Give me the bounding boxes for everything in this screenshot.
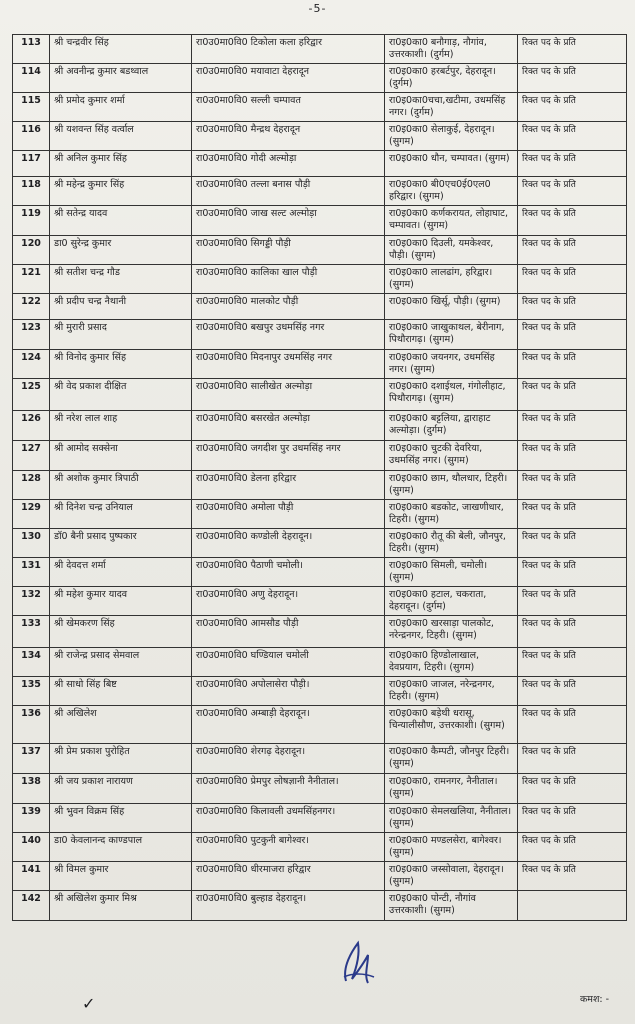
- table-row: [13, 122, 627, 151]
- table-row: [13, 500, 627, 529]
- transfer-school-cell: रा0इ0का0 खिर्सू, पौड़ी। (सुगम): [385, 294, 518, 320]
- remark-cell: रिक्त पद के प्रति: [518, 862, 627, 891]
- serial-number-cell: 134: [13, 648, 50, 677]
- remark-cell: रिक्त पद के प्रति: [518, 744, 627, 774]
- remark-cell: रिक्त पद के प्रति: [518, 558, 627, 587]
- signature-icon: [338, 937, 378, 989]
- serial-number-cell: 114: [13, 64, 50, 93]
- serial-number-cell: 113: [13, 35, 50, 64]
- current-school-cell: रा0उ0मा0वि0 मिदनापुर उधमसिंह नगर: [192, 350, 385, 379]
- current-school-cell: रा0उ0मा0वि0 अणु देहरादून।: [192, 587, 385, 616]
- serial-number-cell: 127: [13, 441, 50, 471]
- transfer-table: [12, 34, 627, 921]
- serial-number-cell: 117: [13, 151, 50, 177]
- table-row: [13, 93, 627, 122]
- current-school-cell: रा0उ0मा0वि0 तल्ला बनास पौड़ी: [192, 177, 385, 206]
- serial-number-cell: 136: [13, 706, 50, 744]
- employee-name-cell: डॉ0 बैनी प्रसाद पुष्पकार: [50, 529, 192, 558]
- current-school-cell: रा0उ0मा0वि0 प्रेमपुर लोषज्ञानी नैनीताल।: [192, 774, 385, 804]
- current-school-cell: रा0उ0मा0वि0 धीरमाजरा हरिद्वार: [192, 862, 385, 891]
- remark-cell: रिक्त पद के प्रति: [518, 500, 627, 529]
- serial-number-cell: 120: [13, 236, 50, 265]
- serial-number-cell: 137: [13, 744, 50, 774]
- remark-cell: रिक्त पद के प्रति: [518, 350, 627, 379]
- transfer-school-cell: रा0इ0का0 छाम, थौलधार, टिहरी। (सुगम): [385, 471, 518, 500]
- transfer-school-cell: रा0इ0का0 पोन्टी, नौगांव उत्तरकाशी। (सुगम): [385, 891, 518, 921]
- serial-number-cell: 121: [13, 265, 50, 294]
- current-school-cell: रा0उ0मा0वि0 जगदीश पुर उधमसिंह नगर: [192, 441, 385, 471]
- employee-name-cell: श्री खेमकरण सिंह: [50, 616, 192, 648]
- transfer-school-cell: रा0इ0का0 कर्णकरायत, लोहाघाट, चम्पावत। (सुगम): [385, 206, 518, 236]
- transfer-school-cell: रा0इ0का0 सिमली, चमोली। (सुगम): [385, 558, 518, 587]
- current-school-cell: रा0उ0मा0वि0 अमोला पौड़ी: [192, 500, 385, 529]
- serial-number-cell: 130: [13, 529, 50, 558]
- table-row: [13, 151, 627, 177]
- page-number: -5-: [308, 2, 327, 15]
- transfer-school-cell: रा0इ0का0 हिण्डोलाखाल, देवप्रयाग, टिहरी। (सुगम): [385, 648, 518, 677]
- table-row: [13, 529, 627, 558]
- current-school-cell: रा0उ0मा0वि0 जाख सल्ट अल्मोड़ा: [192, 206, 385, 236]
- remark-cell: रिक्त पद के प्रति: [518, 587, 627, 616]
- remark-cell: रिक्त पद के प्रति: [518, 93, 627, 122]
- table-row: [13, 320, 627, 350]
- current-school-cell: रा0उ0मा0वि0 अपोलासेरा पौड़ी।: [192, 677, 385, 706]
- table-row: [13, 616, 627, 648]
- transfer-school-cell: रा0इ0का0 बड़ेथी धरासू, चिन्यालीसौण, उत्तरकाशी। (सुगम): [385, 706, 518, 744]
- remark-cell: रिक्त पद के प्रति: [518, 379, 627, 411]
- transfer-school-cell: रा0इ0का0 हरबर्टपुर, देहरादून। (दुर्गम): [385, 64, 518, 93]
- remark-cell: रिक्त पद के प्रति: [518, 64, 627, 93]
- transfer-school-cell: रा0इ0का0 सेलाकुई, देहरादून। (सुगम): [385, 122, 518, 151]
- table-row: [13, 441, 627, 471]
- employee-name-cell: श्री महेश कुमार यादव: [50, 587, 192, 616]
- table-row: [13, 744, 627, 774]
- serial-number-cell: 129: [13, 500, 50, 529]
- remark-cell: रिक्त पद के प्रति: [518, 804, 627, 833]
- remark-cell: रिक्त पद के प्रति: [518, 677, 627, 706]
- current-school-cell: रा0उ0मा0वि0 सिगड्डी पौड़ी: [192, 236, 385, 265]
- table-row: [13, 833, 627, 862]
- transfer-school-cell: रा0इ0का0 बट्टलिया, द्वाराहाट अल्मोड़ा। (दुर्गम): [385, 411, 518, 441]
- current-school-cell: रा0उ0मा0वि0 गोदी अल्मोड़ा: [192, 151, 385, 177]
- employee-name-cell: श्री साधो सिंह बिष्ट: [50, 677, 192, 706]
- transfer-school-cell: रा0इ0का0 धौन, चम्पावत। (सुगम): [385, 151, 518, 177]
- transfer-school-cell: रा0इ0का0 जाजल, नरेन्द्रनगर, टिहरी। (सुगम): [385, 677, 518, 706]
- serial-number-cell: 119: [13, 206, 50, 236]
- serial-number-cell: 140: [13, 833, 50, 862]
- transfer-school-cell: रा0इ0का0चचा,खटीमा, उधमसिंह नगर। (दुर्गम): [385, 93, 518, 122]
- transfer-school-cell: रा0इ0का0 जयनगर, उधमसिंह नगर। (सुगम): [385, 350, 518, 379]
- employee-name-cell: श्री दिनेश चन्द्र उनियाल: [50, 500, 192, 529]
- remark-cell: [518, 891, 627, 921]
- current-school-cell: रा0उ0मा0वि0 कण्डोली देहरादून।: [192, 529, 385, 558]
- transfer-table-body: [13, 35, 627, 921]
- current-school-cell: रा0उ0मा0वि0 सालीखेत अल्मोड़ा: [192, 379, 385, 411]
- current-school-cell: रा0उ0मा0वि0 अम्बाड़ी देहरादून।: [192, 706, 385, 744]
- employee-name-cell: श्री राजेन्द्र प्रसाद सेमवाल: [50, 648, 192, 677]
- remark-cell: रिक्त पद के प्रति: [518, 122, 627, 151]
- remark-cell: रिक्त पद के प्रति: [518, 177, 627, 206]
- current-school-cell: रा0उ0मा0वि0 शेरगढ़ देहरादून।: [192, 744, 385, 774]
- remark-cell: रिक्त पद के प्रति: [518, 411, 627, 441]
- table-row: [13, 236, 627, 265]
- serial-number-cell: 122: [13, 294, 50, 320]
- employee-name-cell: श्री जय प्रकाश नारायण: [50, 774, 192, 804]
- continued-label: कमश: -: [580, 994, 610, 1005]
- current-school-cell: रा0उ0मा0वि0 घण्डियाल चमोली: [192, 648, 385, 677]
- table-row: [13, 379, 627, 411]
- current-school-cell: रा0उ0मा0वि0 सल्ली चम्पावत: [192, 93, 385, 122]
- table-row: [13, 35, 627, 64]
- remark-cell: रिक्त पद के प्रति: [518, 265, 627, 294]
- serial-number-cell: 135: [13, 677, 50, 706]
- table-row: [13, 804, 627, 833]
- employee-name-cell: श्री विनोद कुमार सिंह: [50, 350, 192, 379]
- serial-number-cell: 118: [13, 177, 50, 206]
- employee-name-cell: श्री सतीश चन्द्र गौड: [50, 265, 192, 294]
- table-row: [13, 471, 627, 500]
- transfer-school-cell: रा0इ0का0 बनौगाड़, नौगांव, उत्तरकाशी। (दुर्गम): [385, 35, 518, 64]
- employee-name-cell: डा0 केवलानन्द काण्डपाल: [50, 833, 192, 862]
- remark-cell: रिक्त पद के प्रति: [518, 616, 627, 648]
- current-school-cell: रा0उ0मा0वि0 किलावली उधमसिंहनगर।: [192, 804, 385, 833]
- transfer-school-cell: रा0इ0का0 बी0एच0ई0एल0 हरिद्वार। (सुगम): [385, 177, 518, 206]
- current-school-cell: रा0उ0मा0वि0 कालिका खाल पौड़ी: [192, 265, 385, 294]
- remark-cell: रिक्त पद के प्रति: [518, 35, 627, 64]
- transfer-school-cell: रा0इ0का0 हटाल, चकराता, देहरादून। (दुर्गम): [385, 587, 518, 616]
- employee-name-cell: श्री विमल कुमार: [50, 862, 192, 891]
- employee-name-cell: श्री सतेन्द्र यादव: [50, 206, 192, 236]
- transfer-school-cell: रा0इ0का0 लालढांग, हरिद्वार। (सुगम): [385, 265, 518, 294]
- remark-cell: रिक्त पद के प्रति: [518, 648, 627, 677]
- employee-name-cell: श्री अशोक कुमार त्रिपाठी: [50, 471, 192, 500]
- table-row: [13, 294, 627, 320]
- remark-cell: रिक्त पद के प्रति: [518, 320, 627, 350]
- transfer-school-cell: रा0इ0का0 जाखुकाथल, बेरीनाग, पिथौरागढ़। (सुगम): [385, 320, 518, 350]
- serial-number-cell: 115: [13, 93, 50, 122]
- serial-number-cell: 124: [13, 350, 50, 379]
- transfer-school-cell: रा0इ0का0 खरसाड़ा पालकोट, नरेन्द्रनगर, टिहरी। (सुगम): [385, 616, 518, 648]
- employee-name-cell: श्री अनिल कुमार सिंह: [50, 151, 192, 177]
- table-row: [13, 648, 627, 677]
- remark-cell: रिक्त पद के प्रति: [518, 151, 627, 177]
- table-row: [13, 177, 627, 206]
- employee-name-cell: श्री यशवन्त सिंह वर्त्वाल: [50, 122, 192, 151]
- table-row: [13, 677, 627, 706]
- current-school-cell: रा0उ0मा0वि0 मालकोट पौड़ी: [192, 294, 385, 320]
- remark-cell: रिक्त पद के प्रति: [518, 774, 627, 804]
- table-row: [13, 206, 627, 236]
- transfer-school-cell: रा0इ0का0 दिउली, यमकेश्वर, पौड़ी। (सुगम): [385, 236, 518, 265]
- remark-cell: रिक्त पद के प्रति: [518, 236, 627, 265]
- table-row: [13, 411, 627, 441]
- current-school-cell: रा0उ0मा0वि0 बसरखेत अल्मोड़ा: [192, 411, 385, 441]
- table-row: [13, 891, 627, 921]
- serial-number-cell: 141: [13, 862, 50, 891]
- transfer-school-cell: रा0इ0का0 दशाईथल, गंगोलीहाट, पिथौरागढ़। (सुगम): [385, 379, 518, 411]
- current-school-cell: रा0उ0मा0वि0 बुल्हाड देहरादून।: [192, 891, 385, 921]
- table-row: [13, 706, 627, 744]
- transfer-school-cell: रा0इ0का0 रौतू की बेली, जौनपुर, टिहरी। (सुगम): [385, 529, 518, 558]
- employee-name-cell: श्री देवदत्त शर्मा: [50, 558, 192, 587]
- table-row: [13, 862, 627, 891]
- serial-number-cell: 128: [13, 471, 50, 500]
- serial-number-cell: 116: [13, 122, 50, 151]
- employee-name-cell: श्री नरेश लाल शाह: [50, 411, 192, 441]
- transfer-school-cell: रा0इ0का0 बडकोट, जाखणीधार, टिहरी। (सुगम): [385, 500, 518, 529]
- transfer-school-cell: रा0इ0का0 सेमलखलिया, नैनीताल। (सुगम): [385, 804, 518, 833]
- serial-number-cell: 125: [13, 379, 50, 411]
- employee-name-cell: श्री प्रदीप चन्द्र नैथानी: [50, 294, 192, 320]
- serial-number-cell: 133: [13, 616, 50, 648]
- remark-cell: रिक्त पद के प्रति: [518, 529, 627, 558]
- transfer-school-cell: रा0इ0का0 जस्सोवाला, देहरादून। (सुगम): [385, 862, 518, 891]
- remark-cell: रिक्त पद के प्रति: [518, 441, 627, 471]
- remark-cell: रिक्त पद के प्रति: [518, 833, 627, 862]
- employee-name-cell: श्री भुवन विक्रम सिंह: [50, 804, 192, 833]
- current-school-cell: रा0उ0मा0वि0 आमसौड पौड़ी: [192, 616, 385, 648]
- tick-mark: ✓: [82, 994, 96, 1013]
- employee-name-cell: श्री चन्द्रवीर सिंह: [50, 35, 192, 64]
- serial-number-cell: 132: [13, 587, 50, 616]
- current-school-cell: रा0उ0मा0वि0 मयावाटा देहरादून: [192, 64, 385, 93]
- employee-name-cell: श्री प्रमोद कुमार शर्मा: [50, 93, 192, 122]
- transfer-school-cell: रा0इ0का0 कैम्पटी, जौनपुर टिहरी। (सुगम): [385, 744, 518, 774]
- current-school-cell: रा0उ0मा0वि0 बखपुर उधमसिंह नगर: [192, 320, 385, 350]
- remark-cell: रिक्त पद के प्रति: [518, 706, 627, 744]
- remark-cell: रिक्त पद के प्रति: [518, 206, 627, 236]
- employee-name-cell: श्री आमोद सक्सेना: [50, 441, 192, 471]
- serial-number-cell: 123: [13, 320, 50, 350]
- current-school-cell: रा0उ0मा0वि0 डेलना हरिद्वार: [192, 471, 385, 500]
- table-row: [13, 265, 627, 294]
- current-school-cell: रा0उ0मा0वि0 मैन्द्रथ देहरादून: [192, 122, 385, 151]
- table-row: [13, 774, 627, 804]
- employee-name-cell: श्री अखिलेश: [50, 706, 192, 744]
- employee-name-cell: श्री वेद प्रकाश दीक्षित: [50, 379, 192, 411]
- serial-number-cell: 138: [13, 774, 50, 804]
- table-row: [13, 587, 627, 616]
- table-row: [13, 64, 627, 93]
- remark-cell: रिक्त पद के प्रति: [518, 294, 627, 320]
- employee-name-cell: श्री महेन्द्र कुमार सिंह: [50, 177, 192, 206]
- serial-number-cell: 139: [13, 804, 50, 833]
- transfer-school-cell: रा0इ0का0 चुटकी देवरिया, उधमसिंह नगर। (सुगम): [385, 441, 518, 471]
- employee-name-cell: श्री प्रेम प्रकाश पुरोहित: [50, 744, 192, 774]
- current-school-cell: रा0उ0मा0वि0 पुटकुनी बागेश्वर।: [192, 833, 385, 862]
- serial-number-cell: 131: [13, 558, 50, 587]
- current-school-cell: रा0उ0मा0वि0 पैठाणी चमोली।: [192, 558, 385, 587]
- table-row: [13, 350, 627, 379]
- employee-name-cell: श्री अवनीन्द्र कुमार बडथ्वाल: [50, 64, 192, 93]
- transfer-school-cell: रा0इ0का0 मण्डलसेरा, बागेश्वर। (सुगम): [385, 833, 518, 862]
- remark-cell: रिक्त पद के प्रति: [518, 471, 627, 500]
- employee-name-cell: डा0 सुरेन्द्र कुमार: [50, 236, 192, 265]
- table-row: [13, 558, 627, 587]
- employee-name-cell: श्री मुरारी प्रसाद: [50, 320, 192, 350]
- transfer-school-cell: रा0इ0का0, रामनगर, नैनीताल। (सुगम): [385, 774, 518, 804]
- serial-number-cell: 126: [13, 411, 50, 441]
- serial-number-cell: 142: [13, 891, 50, 921]
- current-school-cell: रा0उ0मा0वि0 टिकोला कला हरिद्वार: [192, 35, 385, 64]
- employee-name-cell: श्री अखिलेश कुमार मिश्र: [50, 891, 192, 921]
